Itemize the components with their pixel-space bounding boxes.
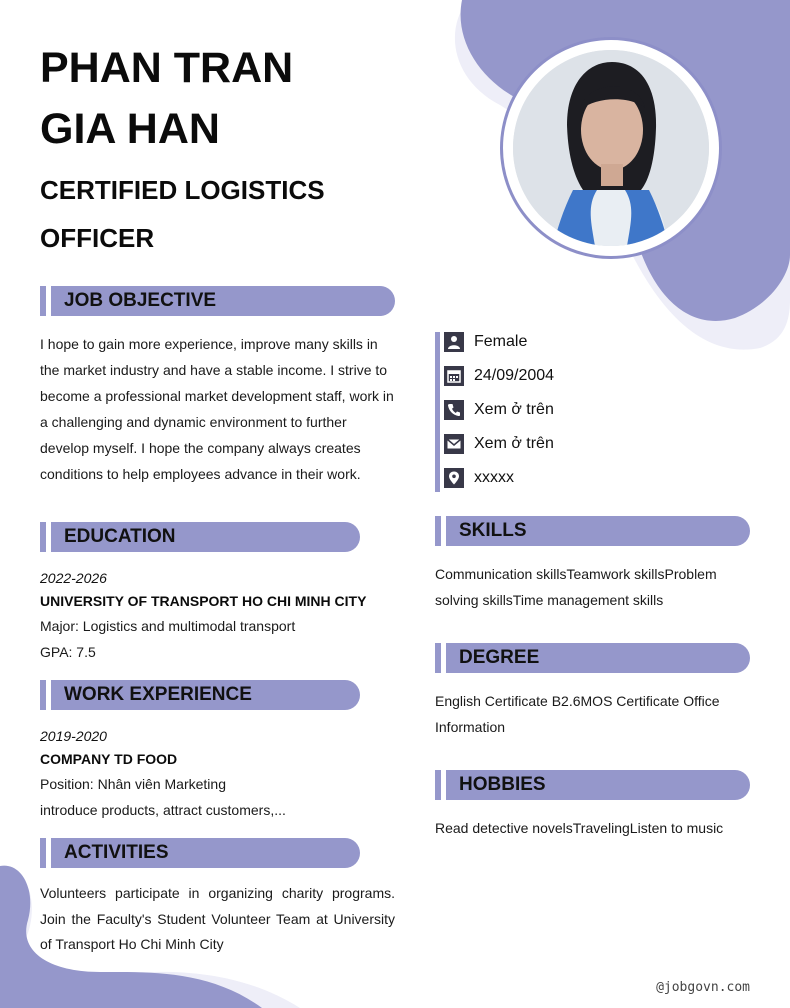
phone-value: Xem ở trên [474, 401, 554, 418]
degree-heading [435, 643, 750, 673]
education-school: UNIVERSITY OF TRANSPORT HO CHI MINH CITY [40, 593, 367, 609]
candidate-name [40, 38, 400, 160]
title-line-2: OFFICER [40, 223, 155, 253]
skills-heading [435, 516, 750, 546]
degree-text: English Certificate B2.6MOS Certificate Office Information [435, 693, 720, 735]
contact-accent-rail [435, 332, 440, 492]
heading-label: EDUCATION [64, 526, 176, 547]
address-value: xxxxx [474, 469, 514, 486]
work-position: Position: Nhân viên Marketing [40, 776, 226, 792]
work-experience-heading [40, 680, 360, 710]
person-portrait-illustration [513, 50, 709, 246]
heading-label: SKILLS [459, 520, 527, 541]
calendar-icon [444, 366, 464, 386]
heading-accent [435, 770, 441, 800]
work-company: COMPANY TD FOOD [40, 751, 178, 767]
location-pin-icon [444, 468, 464, 488]
name-line-1: PHAN TRAN [40, 44, 294, 92]
hobbies-text: Read detective novelsTravelingListen to music [435, 820, 724, 836]
email-value: Xem ở trên [474, 435, 554, 452]
phone-icon [444, 400, 464, 420]
job-objective-text: I hope to gain more experience, improve many skills in the market industry and have a stable income. I strive to become a professional market development staff, work in a challenging and dynamic environment to further develop myself. I hope the company always creates conditions to help employees advance in their work. [40, 336, 394, 482]
work-description: introduce products, attract customers,... [40, 802, 286, 818]
activities-heading [40, 838, 360, 868]
education-period: 2022-2026 [40, 570, 107, 586]
hobbies-heading [435, 770, 750, 800]
heading-label: HOBBIES [459, 774, 546, 795]
job-title [40, 166, 400, 262]
title-line-1: CERTIFIED LOGISTICS [40, 175, 325, 205]
heading-accent [40, 286, 46, 316]
heading-accent [40, 522, 46, 552]
heading-accent [435, 643, 441, 673]
heading-label: ACTIVITIES [64, 842, 169, 863]
person-icon [444, 332, 464, 352]
heading-accent [40, 838, 46, 868]
heading-accent [435, 516, 441, 546]
profile-photo-frame [500, 37, 722, 259]
education-major: Major: Logistics and multimodal transport [40, 618, 296, 634]
skills-text: Communication skillsTeamwork skillsProblem solving skillsTime management skills [435, 566, 717, 608]
name-line-2: GIA HAN [40, 105, 220, 153]
birthday-value: 24/09/2004 [474, 367, 555, 384]
heading-label: WORK EXPERIENCE [64, 684, 252, 705]
education-gpa: GPA: 7.5 [40, 644, 96, 660]
heading-accent [40, 680, 46, 710]
job-objective-heading [40, 286, 395, 316]
mail-icon [444, 434, 464, 454]
gender-value: Female [474, 333, 528, 350]
heading-label: JOB OBJECTIVE [64, 290, 217, 311]
heading-label: DEGREE [459, 647, 540, 668]
watermark: @jobgovn.com [656, 980, 750, 995]
profile-photo [513, 50, 709, 246]
education-heading [40, 522, 360, 552]
work-period: 2019-2020 [40, 728, 107, 744]
activities-text: Volunteers participate in organizing charity programs. Join the Faculty's Student Volunteer Team at University of Transport Ho Chi Minh City [40, 885, 395, 952]
